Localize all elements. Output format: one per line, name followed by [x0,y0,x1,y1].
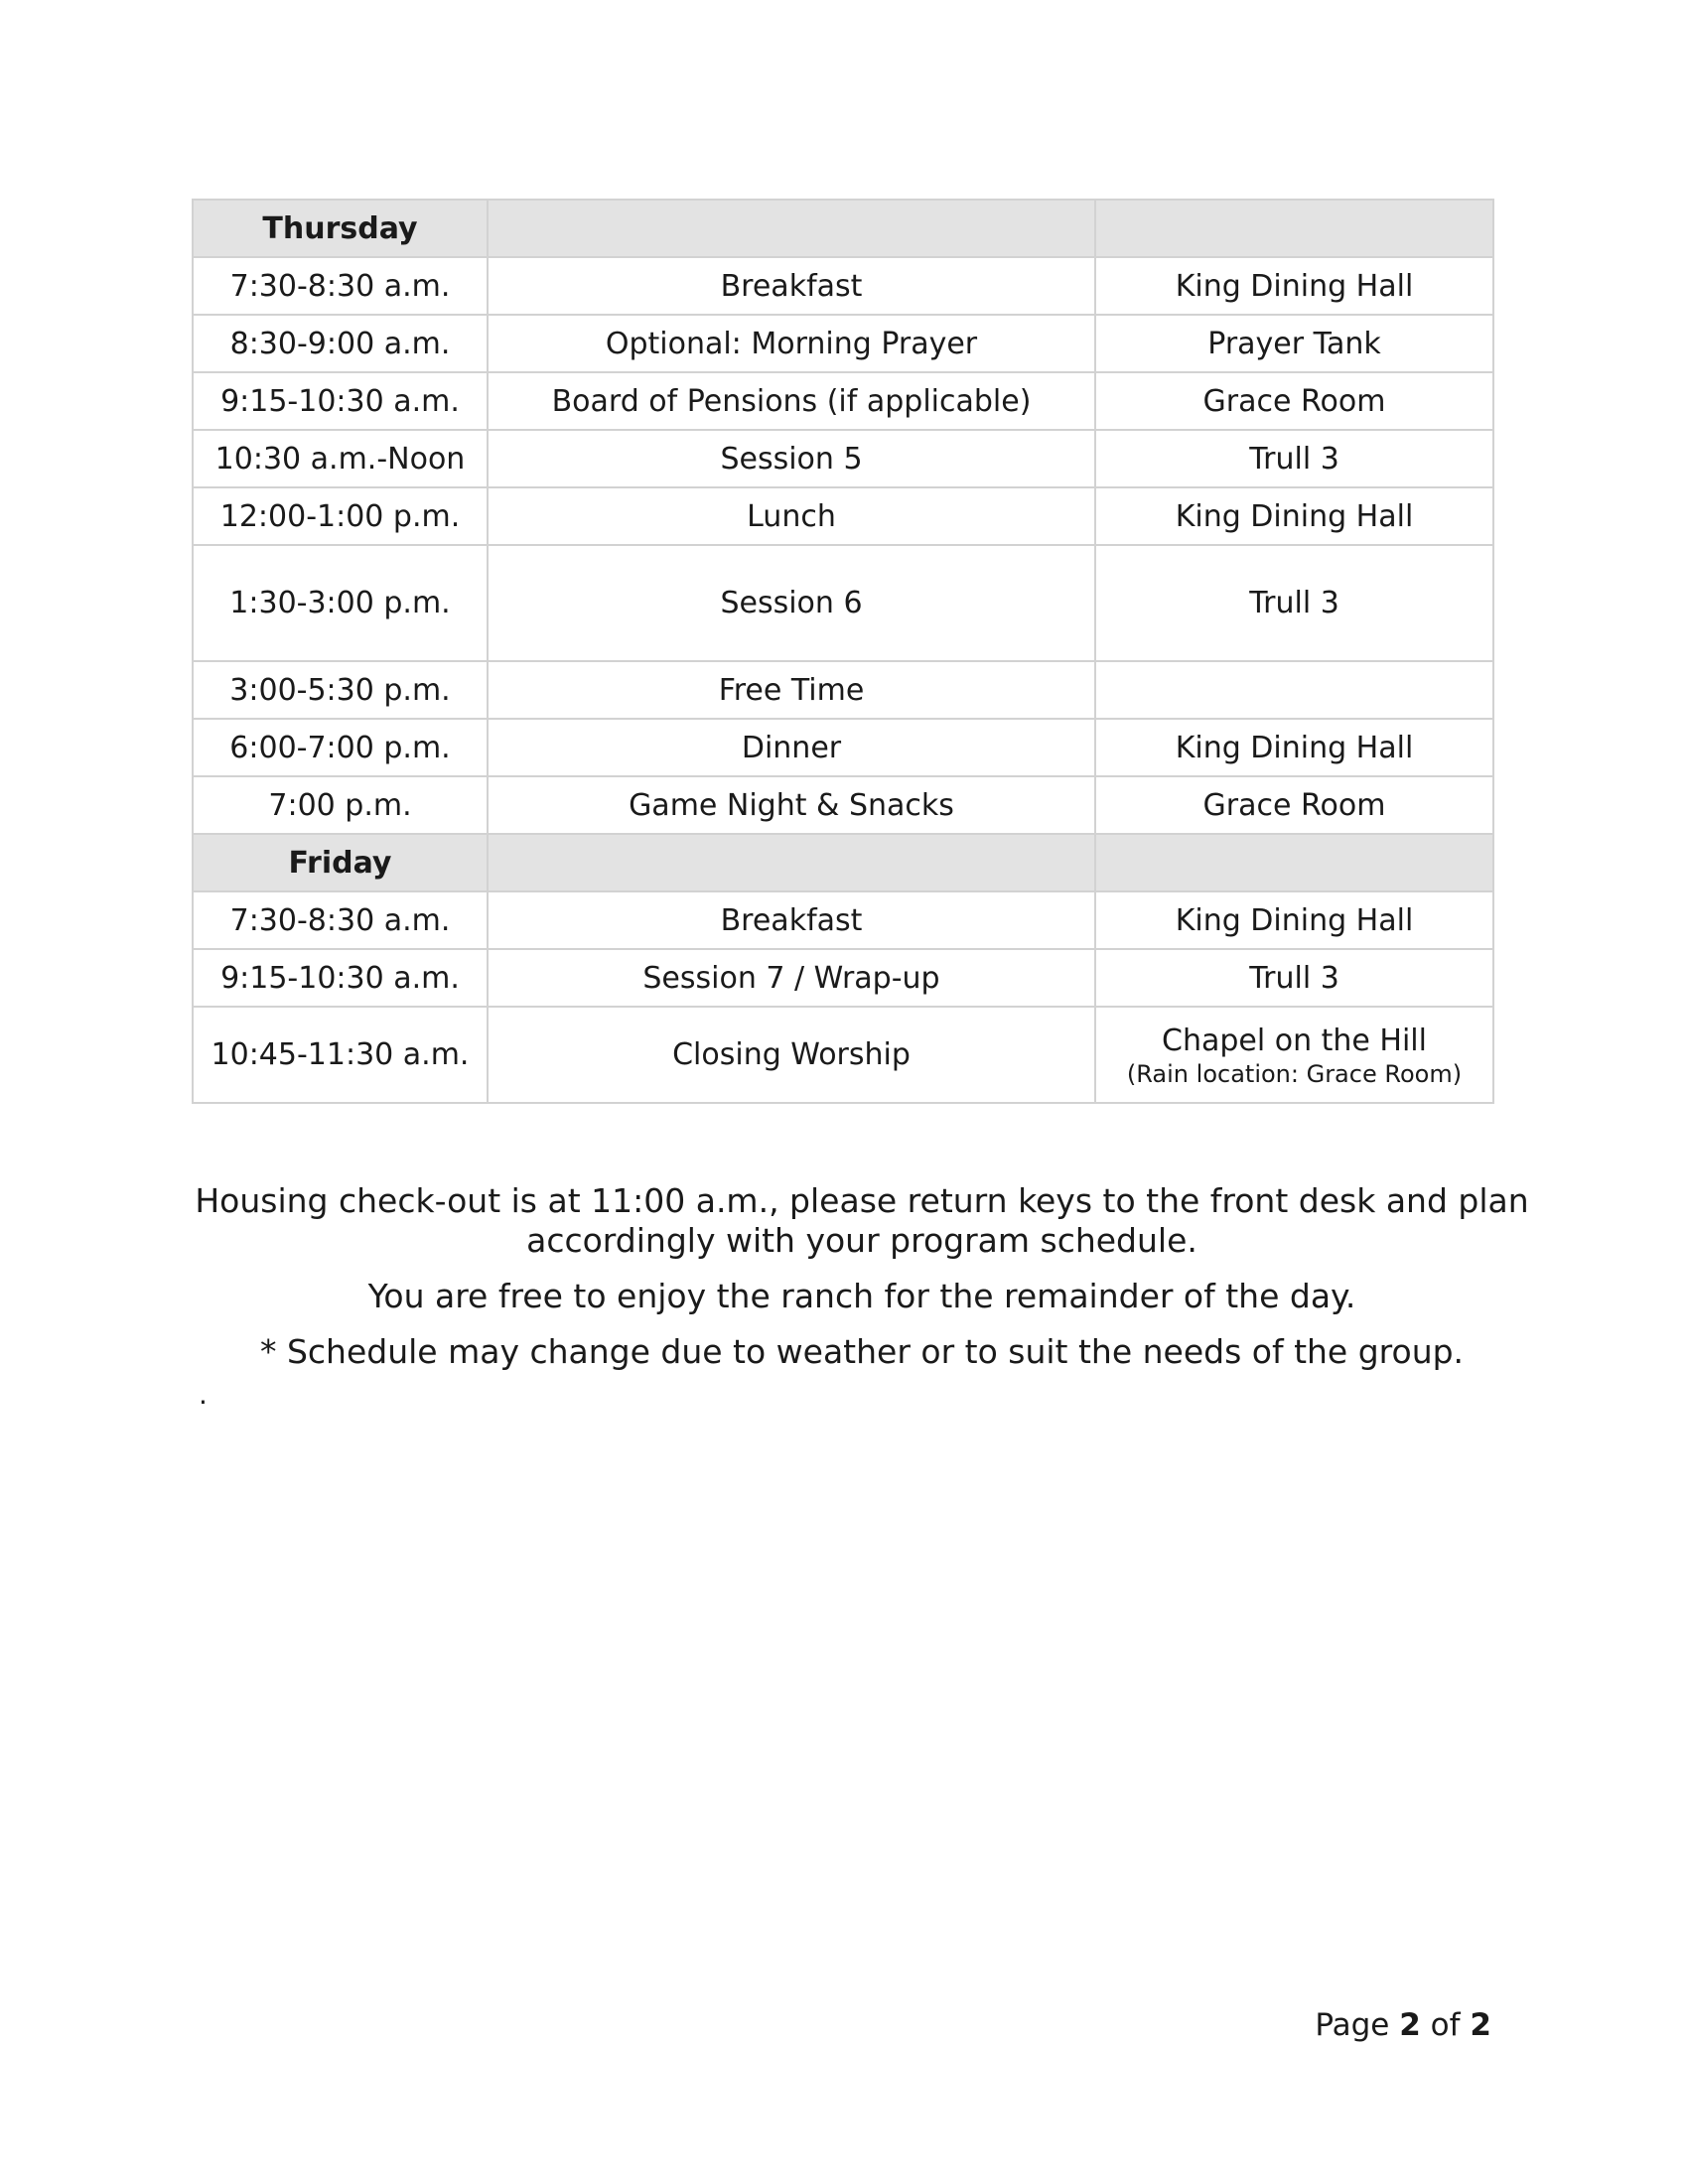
event-cell: Optional: Morning Prayer [488,315,1095,372]
day-header-friday [193,834,1493,891]
location-cell: Trull 3 [1095,949,1493,1007]
table-row [193,1007,1493,1103]
time-cell: 9:15-10:30 a.m. [193,949,488,1007]
free-ranch-note: You are free to enjoy the ranch for the remainder of the day. [367,1277,1356,1315]
time-cell: 3:00-5:30 p.m. [193,661,488,719]
checkout-note: Housing check-out is at 11:00 a.m., please return keys to the front desk and plan accordingly with your program schedule. [195,1181,1529,1260]
time-cell: 10:45-11:30 a.m. [193,1007,488,1103]
event-cell: Free Time [488,661,1095,719]
event-cell: Game Night & Snacks [488,776,1095,834]
schedule-table [192,199,1494,1104]
event-cell: Breakfast [488,257,1095,315]
time-cell: 9:15-10:30 a.m. [193,372,488,430]
time-cell: 8:30-9:00 a.m. [193,315,488,372]
table-row [193,891,1493,949]
of-word: of [1430,2007,1461,2043]
page-word: Page [1315,2007,1390,2043]
total-pages: 2 [1470,2007,1491,2043]
event-cell: Board of Pensions (if applicable) [488,372,1095,430]
time-cell: 7:00 p.m. [193,776,488,834]
time-cell: 6:00-7:00 p.m. [193,719,488,776]
location-cell: Grace Room [1095,372,1493,430]
time-cell: 12:00-1:00 p.m. [193,487,488,545]
table-row [193,372,1493,430]
table-row [193,257,1493,315]
location-cell: Trull 3 [1095,430,1493,487]
location-cell: King Dining Hall [1095,257,1493,315]
event-cell: Breakfast [488,891,1095,949]
time-cell: 7:30-8:30 a.m. [193,257,488,315]
day-header-thursday [193,200,1493,257]
location-cell: Prayer Tank [1095,315,1493,372]
location-cell: King Dining Hall [1095,719,1493,776]
event-cell: Closing Worship [488,1007,1095,1103]
event-cell: Session 7 / Wrap-up [488,949,1095,1007]
time-cell: 7:30-8:30 a.m. [193,891,488,949]
rain-location-note: (Rain location: Grace Room) [1126,1059,1463,1088]
time-cell: 1:30-3:00 p.m. [193,545,488,661]
table-row [193,430,1493,487]
table-row [193,545,1493,661]
event-cell: Dinner [488,719,1095,776]
stray-mark: . [199,1378,208,1411]
current-page: 2 [1399,2007,1421,2043]
time-cell: 10:30 a.m.-Noon [193,430,488,487]
day-label: Thursday [193,200,488,257]
location-cell [1095,661,1493,719]
table-row [193,949,1493,1007]
day-label: Friday [193,834,488,891]
table-row [193,315,1493,372]
event-cell: Lunch [488,487,1095,545]
page-number [1315,2007,1491,2043]
location-cell: King Dining Hall [1095,891,1493,949]
table-row [193,776,1493,834]
location-cell [1095,1007,1493,1103]
location-name: Chapel on the Hill [1162,1023,1427,1058]
location-cell: Trull 3 [1095,545,1493,661]
event-cell: Session 5 [488,430,1095,487]
table-row [193,661,1493,719]
schedule-disclaimer: * Schedule may change due to weather or to suit the needs of the group. [259,1332,1465,1371]
schedule-notes [192,1181,1532,1388]
table-row [193,487,1493,545]
location-cell: Grace Room [1095,776,1493,834]
location-cell: King Dining Hall [1095,487,1493,545]
table-row [193,719,1493,776]
event-cell: Session 6 [488,545,1095,661]
